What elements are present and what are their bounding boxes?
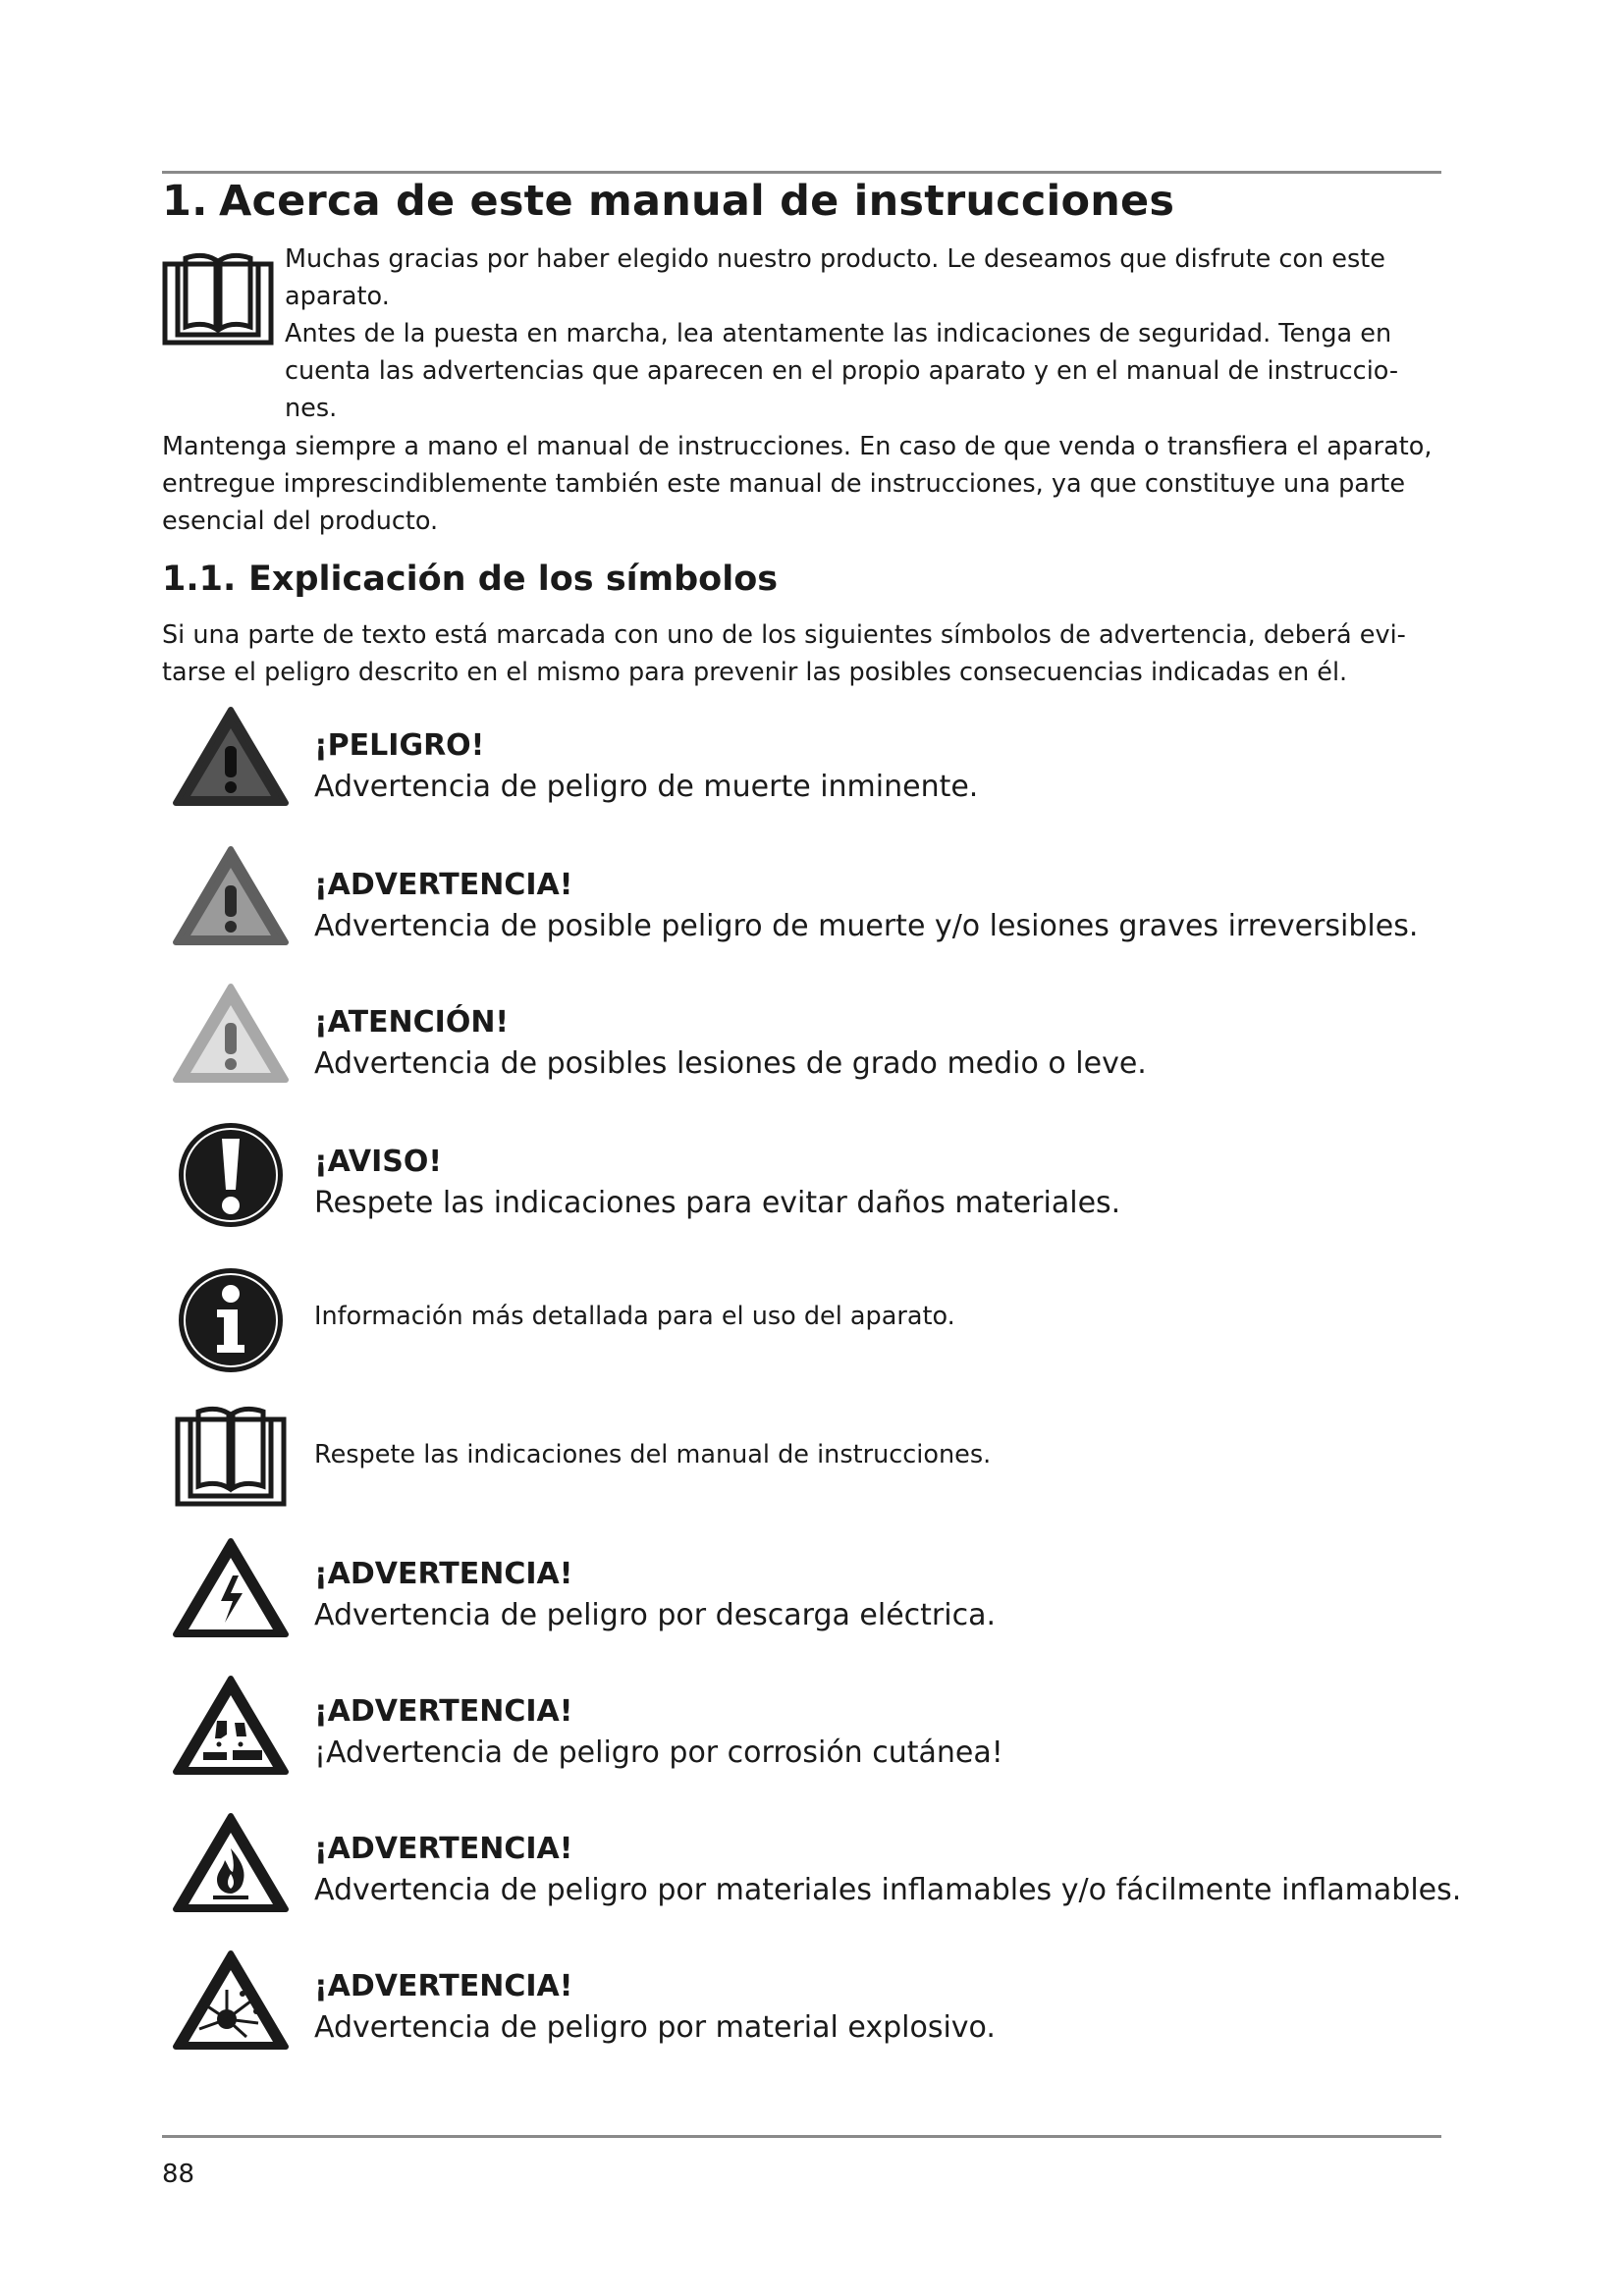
heading-title: Acerca de este manual de instrucciones	[219, 177, 1175, 226]
symbol-desc-danger: Advertencia de peligro de muerte inminente.	[314, 770, 979, 804]
manual-book-icon	[162, 250, 274, 347]
section-intro: Si una parte de texto está marcada con uno de los siguientes símbolos de advertencia, deberá evi-tarse el peligro descrito en el mismo para prevenir las posibles consecuencias indicadas en él.	[162, 620, 1406, 687]
heading-number: 1.	[162, 177, 208, 226]
section-title	[162, 560, 778, 599]
symbol-title-caution: ¡ATENCIÓN!	[314, 1005, 510, 1040]
section-number: 1.1.	[162, 560, 237, 599]
page-title	[162, 177, 1174, 226]
manual-book-icon	[172, 1402, 290, 1510]
symbol-title-danger: ¡PELIGRO!	[314, 728, 485, 763]
symbol-desc-warning: Advertencia de posible peligro de muerte y/o lesiones graves irreversibles.	[314, 909, 1419, 943]
page-number: 88	[162, 2160, 195, 2189]
symbol-title-electric: ¡ADVERTENCIA!	[314, 1557, 573, 1591]
symbol-title-warning: ¡ADVERTENCIA!	[314, 868, 573, 902]
symbol-desc-manual: Respete las indicaciones del manual de instrucciones.	[314, 1440, 992, 1469]
symbol-title-notice: ¡AVISO!	[314, 1145, 443, 1179]
section-title-text: Explicación de los símbolos	[248, 560, 779, 599]
symbol-desc-info: Información más detallada para el uso del aparato.	[314, 1302, 955, 1331]
electric-shock-icon	[172, 1536, 290, 1644]
symbol-title-corrosive: ¡ADVERTENCIA!	[314, 1694, 573, 1729]
info-circle-icon	[172, 1266, 290, 1374]
symbol-desc-flammable: Advertencia de peligro por materiales inflamables y/o fácilmente inflamables.	[314, 1873, 1462, 1907]
danger-triangle-icon	[172, 705, 290, 813]
bottom-rule	[162, 2135, 1441, 2138]
symbol-desc-caution: Advertencia de posibles lesiones de grado medio o leve.	[314, 1046, 1147, 1081]
intro-paragraph-1: Muchas gracias por haber elegido nuestro producto. Le deseamos que disfrute con este aparato.	[285, 244, 1385, 311]
symbol-title-explosive: ¡ADVERTENCIA!	[314, 1969, 573, 2003]
keep-manual-paragraph: Mantenga siempre a mano el manual de instrucciones. En caso de que venda o transfiera el aparato, entregue imprescindiblemente también este manual de instrucciones, ya que constituye una parte esencial del producto.	[162, 432, 1433, 536]
symbol-title-flammable: ¡ADVERTENCIA!	[314, 1832, 573, 1866]
intro-text	[285, 240, 1443, 427]
explosive-icon	[172, 1949, 290, 2056]
symbol-desc-electric: Advertencia de peligro por descarga eléctrica.	[314, 1598, 997, 1632]
flammable-icon	[172, 1811, 290, 1919]
caution-triangle-icon	[172, 982, 290, 1090]
symbol-desc-explosive: Advertencia de peligro por material explosivo.	[314, 2010, 996, 2045]
top-rule	[162, 171, 1441, 174]
symbol-desc-notice: Respete las indicaciones para evitar daños materiales.	[314, 1186, 1121, 1220]
notice-circle-icon	[172, 1121, 290, 1229]
warning-triangle-icon	[172, 844, 290, 952]
corrosive-icon	[172, 1674, 290, 1782]
symbol-desc-corrosive: ¡Advertencia de peligro por corrosión cutánea!	[314, 1735, 1003, 1770]
intro-paragraph-2: Antes de la puesta en marcha, lea atentamente las indicaciones de seguridad. Tenga en cuenta las advertencias que aparecen en el propio aparato y en el manual de instruccio-nes.	[285, 319, 1399, 423]
